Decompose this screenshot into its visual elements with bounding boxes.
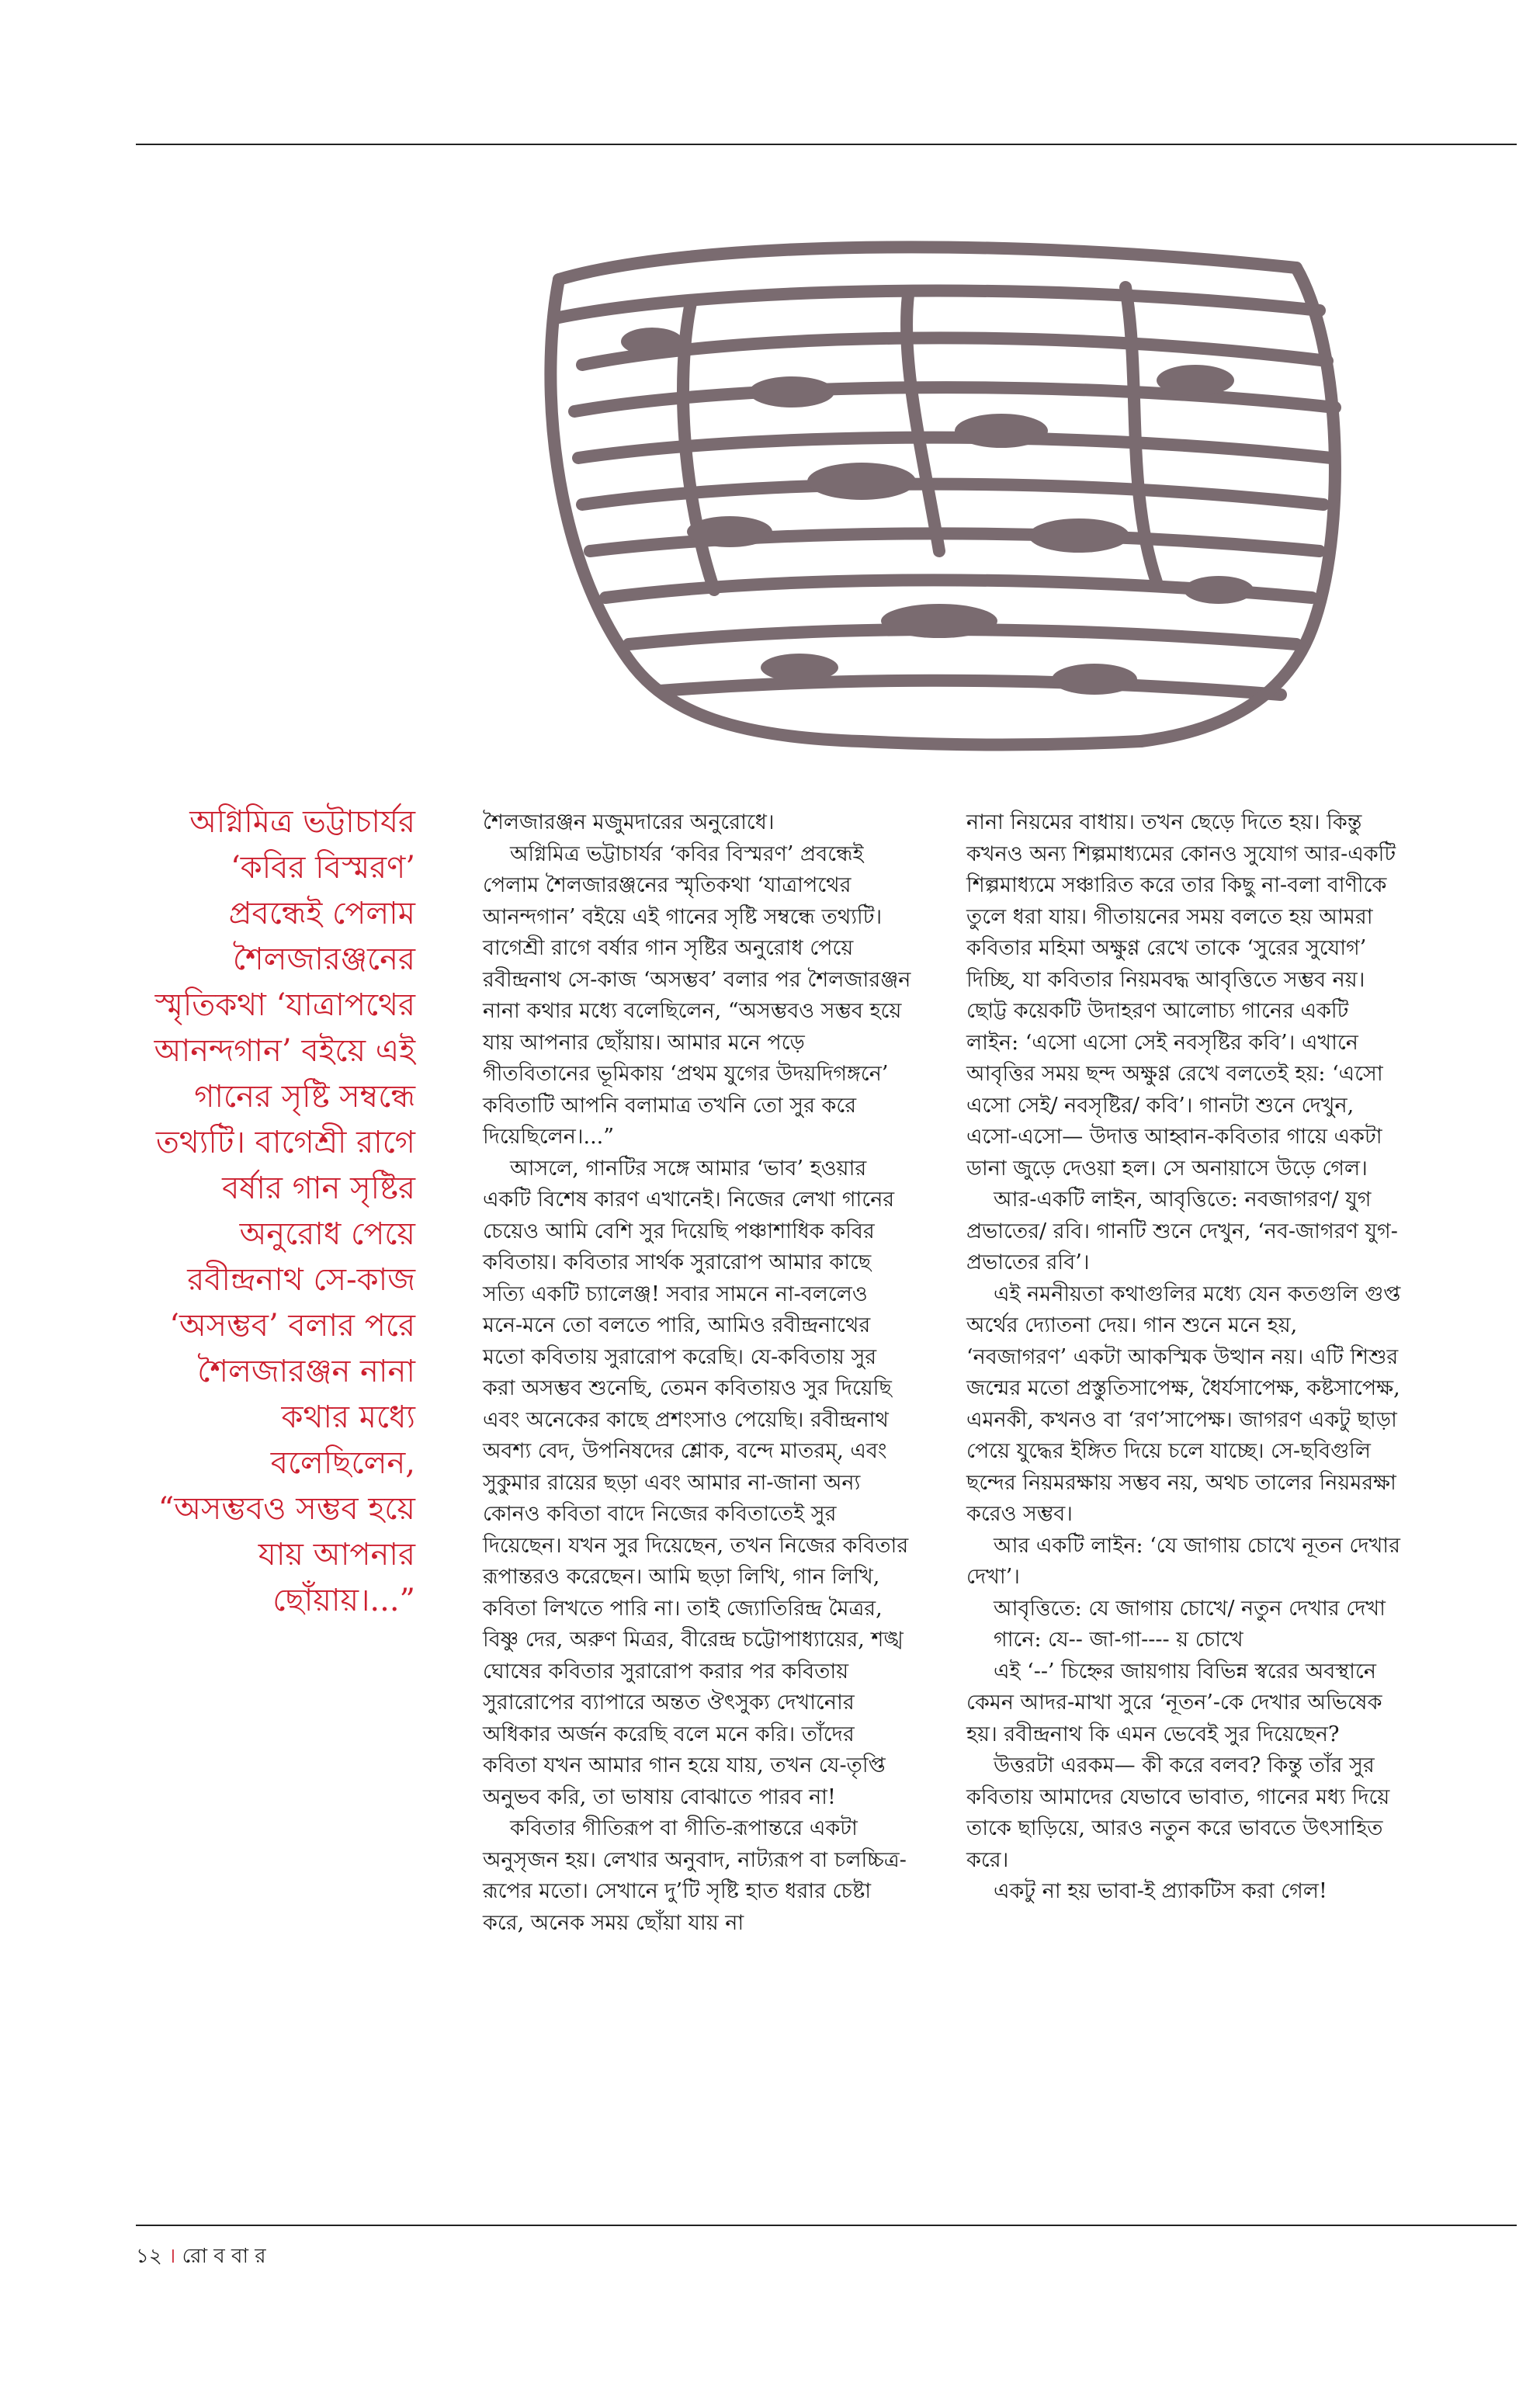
paragraph: একটু না হয় ভাবা-ই প্র্যাকটিস করা গেল! <box>994 1879 1327 1903</box>
paragraph: এই নমনীয়তা কথাগুলির মধ্যে যেন কতগুলি গুপ্ত অর্থের দ্যোতনা দেয়। গান শুনে মনে হয়, ‘নবজাগরণ’ একটা আকস্মিক উত্থান নয়। এটি শিশুর জন্মের মতো প্রস্তুতিসাপেক্ষ, ধৈর্যসাপেক্ষ, কষ্টসাপেক্ষ, এমনকী, কখনও বা ‘রণ’সাপেক্ষ। জাগরণ একটু ছাড়া পেয়ে যুদ্ধের ইঙ্গিত দিয়ে চলে যাচ্ছে। সে-ছবিগুলি ছন্দের নিয়মরক্ষায় সম্ভব নয়, অথচ তালের নিয়মরক্ষা করেও সম্ভব। <box>966 1281 1401 1526</box>
article-column-2 <box>966 807 1401 1908</box>
paragraph: অগ্নিমিত্র ভট্টাচার্যর ‘কবির বিস্মরণ’ প্রবন্ধেই পেলাম শৈলজারঞ্জনের স্মৃতিকথা ‘যাত্রাপথের আনন্দগান’ বইয়ে এই গানের সৃষ্টি সম্বন্ধে তথ্যটি। বাগেশ্রী রাগে বর্ষার গান সৃষ্টির অনুরোধ পেয়ে রবীন্দ্রনাথ সে-কাজ ‘অসম্ভব’ বলার পর শৈলজারঞ্জন নানা কথার মধ্যে বলেছিলেন, “অসম্ভবও সম্ভব হয়ে যায় আপনার ছোঁয়ায়। আমার মনে পড়ে গীতবিতানের ভূমিকায় ‘প্রথম যুগের উদয়দিগঙ্গনে’ কবিতাটি আপনি বলামাত্র তখনি তো সুর করে দিয়েছিলেন।...” <box>483 841 911 1149</box>
paragraph: নানা নিয়মের বাধায়। তখন ছেড়ে দিতে হয়। কিন্তু কখনও অন্য শিল্পমাধ্যমের কোনও সুযোগ আর-একটি শিল্পমাধ্যমে সঞ্চারিত করে তার কিছু না-বলা বাণীকে তুলে ধরা যায়। গীতায়নের সময় বলতে হয় আমরা কবিতার মহিমা অক্ষুণ্ণ রেখে তাকে ‘সুরের সুযোগ’ দিচ্ছি, যা কবিতার নিয়মবদ্ধ আবৃত্তিতে সম্ভব নয়। ছোট্ট কয়েকটি উদাহরণ আলোচ্য গানের একটি লাইন: ‘এসো এসো সেই নবসৃষ্টির কবি’। এখানে আবৃত্তির সময় ছন্দ অক্ষুণ্ণ রেখে বলতেই হয়: ‘এসো এসো সেই/ নবসৃষ্টির/ কবি’। গানটা শুনে দেখুন, এসো-এসো— উদাত্ত আহ্বান-কবিতার গায়ে একটা ডানা জুড়ে দেওয়া হল। সে অনায়াসে উড়ে গেল। <box>966 810 1396 1181</box>
paragraph: গানে: যে-- জা-গা---- য় চোখে <box>994 1628 1243 1652</box>
paragraph: আর-একটি লাইন, আবৃত্তিতে: নবজাগরণ/ যুগ প্রভাতের/ রবি। গানটি শুনে দেখুন, ‘নব-জাগরণ যুগ-প্রভাতের রবি’। <box>966 1188 1398 1275</box>
paragraph: আসলে, গানটির সঙ্গে আমার ‘ভাব’ হওয়ার একটি বিশেষ কারণ এখানেই। নিজের লেখা গানের চেয়েও আমি বেশি সুর দিয়েছি পঞ্চাশাধিক কবির কবিতায়। কবিতার সার্থক সুরারোপ আমার কাছে সত্যি একটি চ্যালেঞ্জ! সবার সামনে না-বললেও মনে-মনে তো বলতে পারি, আমিও রবীন্দ্রনাথের মতো কবিতায় সুরারোপ করেছি। যে-কবিতায় সুর করা অসম্ভব শুনেছি, তেমন কবিতায়ও সুর দিয়েছি এবং অনেকের কাছে প্রশংসাও পেয়েছি। রবীন্দ্রনাথ অবশ্য বেদ, উপনিষদের শ্লোক, বন্দে মাতরম্‌, এবং সুকুমার রায়ের ছড়া এবং আমার না-জানা অন্য কোনও কবিতা বাদে নিজের কবিতাতেই সুর দিয়েছেন। যখন সুর দিয়েছেন, তখন নিজের কবিতার রূপান্তরও করেছেন। আমি ছড়া লিখি, গান লিখি, কবিতা লিখতে পারি না। তাই জ্যোতিরিন্দ্র মৈত্রর, বিষ্ণু দের, অরুণ মিত্রর, বীরেন্দ্র চট্টোপাধ্যায়ের, শঙ্খ ঘোষের কবিতার সুরারোপ করার পর কবিতায় সুরারোপের ব্যাপারে অন্তত ঔৎসুক্য দেখানোর অধিকার অর্জন করেছি বলে মনে করি। তাঁদের কবিতা যখন আমার গান হয়ে যায়, তখন যে-তৃপ্তি অনুভব করি, তা ভাষায় বোঝাতে পারব না! <box>483 1156 909 1809</box>
paragraph: উত্তরটা এরকম— কী করে বলব? কিন্তু তাঁর সুর কবিতায় আমাদের যেভাবে ভাবাত, গানের মধ্য দিয়ে তাকে ছাড়িয়ে, আরও নতুন করে ভাবতে উৎসাহিত করে। <box>966 1753 1390 1872</box>
magazine-name: রো ব বা র <box>182 2245 266 2268</box>
footer-separator: । <box>168 2245 176 2268</box>
paragraph: এই ‘--’ চিহ্নের জায়গায় বিভিন্ন স্বরের অবস্থানে কেমন আদর-মাখা সুরে ‘নূতন’-কে দেখার অভিষেক হয়। রবীন্দ্রনাথ কি এমন ভেবেই সুর দিয়েছেন? <box>966 1659 1382 1746</box>
top-rule <box>136 144 1517 145</box>
article-column-1 <box>483 807 911 1939</box>
page-number: ১২ <box>136 2245 162 2268</box>
bottom-rule <box>136 2225 1517 2226</box>
paragraph: শৈলজারঞ্জন মজুমদারের অনুরোধে। <box>483 810 775 834</box>
paragraph: আর একটি লাইন: ‘যে জাগায় চোখে নূতন দেখার দেখা’। <box>966 1533 1400 1589</box>
paragraph: আবৃত্তিতে: যে জাগায় চোখে/ নতুন দেখার দেখা <box>994 1596 1386 1621</box>
page-footer <box>136 2240 266 2274</box>
paragraph: কবিতার গীতিরূপ বা গীতি-রূপান্তরে একটা অনুসৃজন হয়। লেখার অনুবাদ, নাট্যরূপ বা চলচ্চিত্র-রূপের মতো। সেখানে দু’টি সৃষ্টি হাত ধরার চেষ্টা করে, অনেক সময় ছোঁয়া যায় না <box>483 1816 907 1935</box>
manuscript-illustration <box>536 225 1351 753</box>
pull-quote: অগ্নিমিত্র ভট্টাচার্যর ‘কবির বিস্মরণ’ প্রবন্ধেই পেলাম শৈলজারঞ্জনের স্মৃতিকথা ‘যাত্রাপথের আনন্দগান’ বইয়ে এই গানের সৃষ্টি সম্বন্ধে তথ্যটি। বাগেশ্রী রাগে বর্ষার গান সৃষ্টির অনুরোধ পেয়ে রবীন্দ্রনাথ সে-কাজ ‘অসম্ভব’ বলার পরে শৈলজারঞ্জন নানা কথার মধ্যে বলেছিলেন, “অসম্ভবও সম্ভব হয়ে যায় আপনার ছোঁয়ায়।...” <box>154 804 415 1618</box>
